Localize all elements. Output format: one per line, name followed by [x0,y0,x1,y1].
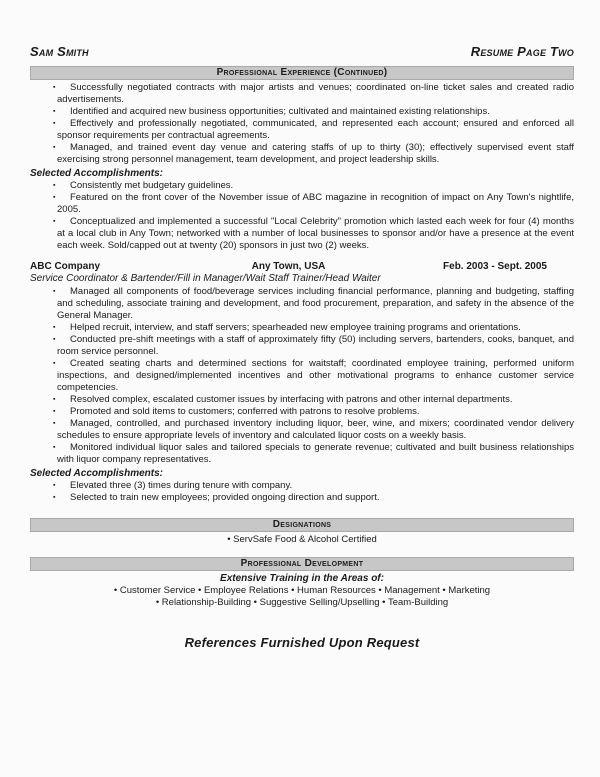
selected-accomplishments-heading: Selected Accomplishments: [30,468,164,479]
resume-owner-name: Sam Smith [30,44,89,59]
bullet-item: ▪ Helped recruit, interview, and staff servers; spearheaded new employee training programs and orientations. [57,322,574,334]
bullet-item: ▪ Created seating charts and determined sections for waitstaff; coordinated employee training, performed uniform inspections, and designed/implemented incentives and other motivational programs to enhance customer service competencies. [57,358,574,394]
bullet-item: ▪ Featured on the front cover of the November issue of ABC magazine in recognition of impact on Any Town's nightlife, 2005. [57,192,574,216]
bullet-item: ▪ Resolved complex, escalated customer issues by interfacing with patrons and other internal departments. [57,394,574,406]
bullet-item: ▪ Successfully negotiated contracts with major artists and venues; coordinated on-line ticket sales and created radio advertisements. [57,82,574,106]
employer-row [30,261,574,273]
bullet-item: ▪ Promoted and sold items to customers; conferred with patrons to resolve problems. [57,406,574,418]
references-note: References Furnished Upon Request [184,635,420,650]
experience-accomplishments-list [30,180,574,252]
bullet-item: ▪ Effectively and professionally negotiated, communicated, and represented each account; ensured and enforced all sponsor requirements per contractual agreements. [57,118,574,142]
employment-dates: Feb. 2003 - Sept. 2005 [443,261,547,272]
section-bar-designations: Designations [30,518,574,532]
employer-name: ABC Company [30,261,101,272]
training-areas-line: • Relationship-Building • Suggestive Selling/Upselling • Team-Building [30,597,574,609]
section-bar-professional-experience: Professional Experience (Continued) [30,66,574,80]
selected-accomplishments-heading: Selected Accomplishments: [30,168,164,179]
designation-item: • ServSafe Food & Alcohol Certified [30,534,574,546]
bullet-item: ▪ Elevated three (3) times during tenure with company. [57,480,574,492]
job-title: Service Coordinator & Bartender/Fill in Manager/Wait Staff Trainer/Head Waiter [30,273,381,284]
bullet-item: ▪ Managed, controlled, and purchased inventory including liquor, beer, wine, and mixers; coordinated vendor delivery schedules to ensure appropriate levels of inventory and calculated liquor costs on a weekly basis. [57,418,574,442]
experience-bullet-list [30,82,574,166]
bullet-item: ▪ Managed all components of food/beverage services including financial performance, planning and budgeting, staffing and scheduling, associate training and development, and food procurement, preparation, and safety in the absence of the General Manager. [57,286,574,322]
bullet-item: ▪ Selected to train new employees; provided ongoing direction and support. [57,492,574,504]
employer-location: Any Town, USA [251,261,326,272]
company-accomplishments-list [30,480,574,504]
bullet-item: ▪ Consistently met budgetary guidelines. [57,180,574,192]
bullet-item: ▪ Conducted pre-shift meetings with a staff of approximately fifty (50) including servers, bartenders, cooks, banquet, and room service personnel. [57,334,574,358]
training-areas-line: • Customer Service • Employee Relations • Human Resources • Management • Marketing [30,585,574,597]
company-bullet-list [30,286,574,466]
page-number-label: Resume Page Two [470,44,574,59]
bullet-item: ▪ Managed, and trained event day venue and catering staffs of up to thirty (30); effectively supervised event staff exercising strong personnel management, team development, and project leadership skills. [57,142,574,166]
training-subtitle: Extensive Training in the Areas of: [220,573,384,584]
bullet-item: ▪ Identified and acquired new business opportunities; cultivated and maintained existing relationships. [57,106,574,118]
bullet-item: ▪ Conceptualized and implemented a successful "Local Celebrity" promotion which lasted each week for four (4) months at a local club in Any Town; networked with a number of local businesses to sponsor and/or have a presence at the event each week. Sold/capped out at twenty (20) sponsors in just two (2) weeks. [57,216,574,252]
section-bar-professional-development: Professional Development [30,557,574,571]
bullet-item: ▪ Monitored individual liquor sales and tailored specials to generate revenue; cultivated and built business relationships with liquor company representatives. [57,442,574,466]
page-header [30,44,574,59]
